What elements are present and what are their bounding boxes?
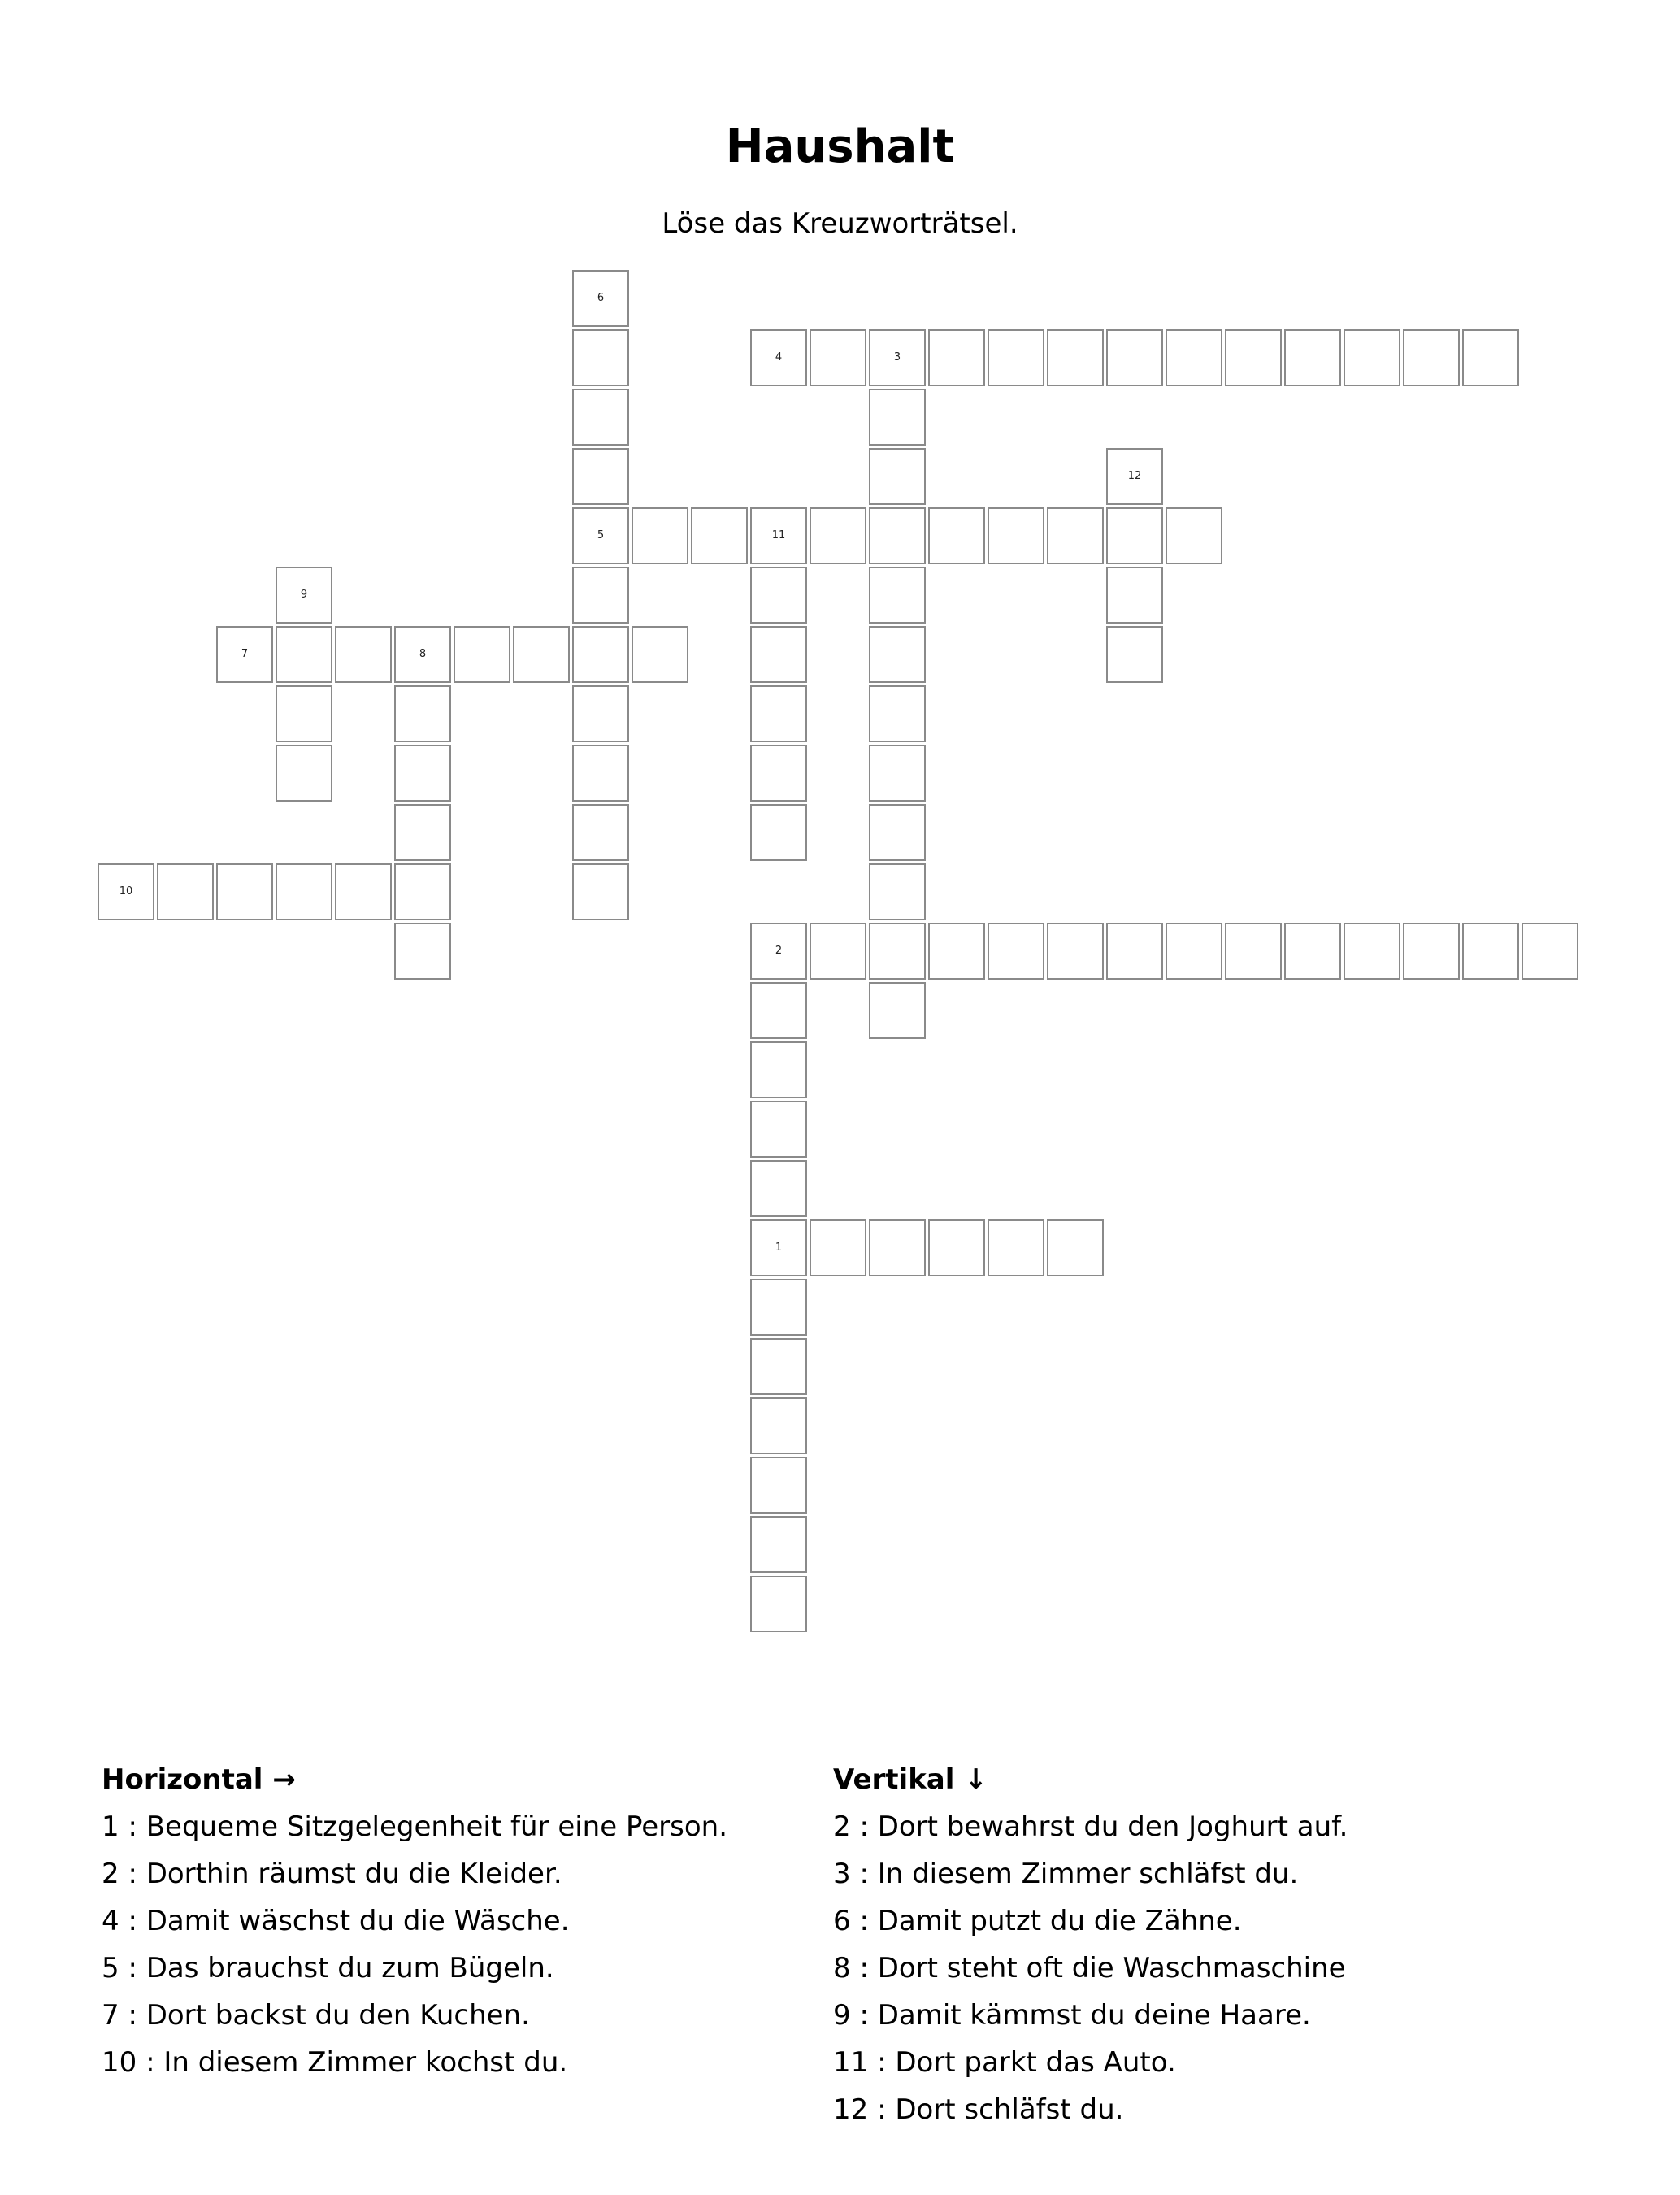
crossword-cell[interactable]	[810, 923, 866, 980]
clue-down: 12 : Dort schläfst du.	[833, 2093, 1124, 2126]
crossword-cell[interactable]	[750, 1101, 807, 1158]
clue-number: 4	[775, 351, 783, 363]
clue-number: 6	[597, 292, 605, 304]
clue-across: 5 : Das brauchst du zum Bügeln.	[102, 1952, 554, 1984]
clue-down: 11 : Dort parkt das Auto.	[833, 2046, 1176, 2079]
crossword-cell[interactable]	[869, 448, 926, 505]
clue-number: 3	[893, 351, 901, 363]
clue-across: 7 : Dort backst du den Kuchen.	[102, 1999, 530, 2032]
crossword-cell[interactable]	[98, 863, 154, 920]
crossword-cell[interactable]	[1106, 329, 1163, 386]
crossword-cell[interactable]	[869, 804, 926, 861]
crossword-cell[interactable]	[750, 567, 807, 624]
crossword-cell[interactable]	[157, 863, 214, 920]
crossword-cell[interactable]	[810, 329, 866, 386]
crossword-cell[interactable]	[1284, 329, 1341, 386]
crossword-cell[interactable]	[750, 1041, 807, 1098]
clue-across: 10 : In diesem Zimmer kochst du.	[102, 2046, 568, 2079]
crossword-cell[interactable]	[1106, 448, 1163, 505]
page-title: Haushalt	[725, 120, 955, 173]
crossword-cell[interactable]	[750, 745, 807, 802]
crossword-cell[interactable]	[572, 329, 629, 386]
crossword-cell[interactable]	[394, 923, 451, 980]
crossword-cell[interactable]	[454, 626, 510, 683]
crossword-cell[interactable]	[750, 685, 807, 742]
crossword-cell[interactable]	[750, 1279, 807, 1336]
crossword-cell[interactable]	[750, 804, 807, 861]
crossword-cell[interactable]	[1344, 329, 1400, 386]
crossword-cell[interactable]	[572, 804, 629, 861]
crossword-cell[interactable]	[750, 923, 807, 980]
crossword-cell[interactable]	[572, 567, 629, 624]
crossword-cell[interactable]	[1344, 923, 1400, 980]
crossword-cell[interactable]	[1106, 507, 1163, 564]
clue-down: 6 : Damit putzt du die Zähne.	[833, 1905, 1242, 1937]
crossword-cell[interactable]	[394, 863, 451, 920]
clue-down: 9 : Damit kämmst du deine Haare.	[833, 1999, 1311, 2032]
crossword-cell[interactable]	[869, 507, 926, 564]
instructions: Löse das Kreuzworträtsel.	[662, 207, 1018, 240]
crossword-cell[interactable]	[869, 863, 926, 920]
clue-down: 8 : Dort steht oft die Waschmaschine	[833, 1952, 1346, 1984]
crossword-cell[interactable]	[869, 626, 926, 683]
clues-down-heading: Vertikal ↓	[833, 1763, 988, 1796]
crossword-cell[interactable]	[869, 329, 926, 386]
crossword-cell[interactable]	[1522, 923, 1578, 980]
crossword-cell[interactable]	[1284, 923, 1341, 980]
crossword-cell[interactable]	[1225, 923, 1282, 980]
clue-number: 12	[1127, 470, 1142, 482]
clue-number: 10	[119, 885, 133, 898]
crossword-cell[interactable]	[394, 745, 451, 802]
crossword-cell[interactable]	[750, 1338, 807, 1395]
clues-across-heading: Horizontal →	[102, 1763, 296, 1796]
crossword-cell[interactable]	[276, 567, 332, 624]
crossword-cell[interactable]	[1462, 329, 1519, 386]
clue-across: 4 : Damit wäschst du die Wäsche.	[102, 1905, 570, 1937]
crossword-cell[interactable]	[394, 685, 451, 742]
crossword-cell[interactable]	[572, 270, 629, 327]
crossword-cell[interactable]	[988, 923, 1044, 980]
crossword-cell[interactable]	[572, 685, 629, 742]
crossword-cell[interactable]	[1166, 923, 1222, 980]
crossword-cell[interactable]	[869, 389, 926, 446]
crossword-cell[interactable]	[394, 804, 451, 861]
crossword-cell[interactable]	[988, 329, 1044, 386]
crossword-cell[interactable]	[572, 626, 629, 683]
crossword-cell[interactable]	[1106, 567, 1163, 624]
crossword-cell[interactable]	[691, 507, 748, 564]
clue-number: 1	[775, 1241, 783, 1254]
crossword-cell[interactable]	[928, 1219, 985, 1276]
clue-number: 2	[775, 945, 783, 957]
crossword-cell[interactable]	[513, 626, 570, 683]
crossword-cell[interactable]	[572, 745, 629, 802]
crossword-cell[interactable]	[1047, 923, 1104, 980]
crossword-cell[interactable]	[750, 1516, 807, 1573]
clue-number: 5	[597, 529, 605, 541]
clue-down: 2 : Dort bewahrst du den Joghurt auf.	[833, 1810, 1348, 1843]
crossword-cell[interactable]	[869, 567, 926, 624]
crossword-cell[interactable]	[632, 507, 688, 564]
crossword-cell[interactable]	[750, 1576, 807, 1632]
crossword-cell[interactable]	[750, 1397, 807, 1454]
crossword-cell[interactable]	[632, 626, 688, 683]
crossword-cell[interactable]	[750, 1219, 807, 1276]
crossword-cell[interactable]	[1047, 329, 1104, 386]
crossword-cell[interactable]	[1462, 923, 1519, 980]
crossword-cell[interactable]	[1047, 507, 1104, 564]
crossword-cell[interactable]	[928, 507, 985, 564]
crossword-cell[interactable]	[572, 448, 629, 505]
crossword-cell[interactable]	[572, 863, 629, 920]
crossword-cell[interactable]	[928, 923, 985, 980]
crossword-cell[interactable]	[1106, 923, 1163, 980]
clue-number: 7	[241, 648, 249, 660]
clue-number: 9	[300, 589, 308, 601]
crossword-cell[interactable]	[869, 685, 926, 742]
crossword-cell[interactable]	[1403, 329, 1460, 386]
crossword-cell[interactable]	[335, 863, 392, 920]
crossword-cell[interactable]	[869, 745, 926, 802]
crossword-cell[interactable]	[1106, 626, 1163, 683]
crossword-cell[interactable]	[869, 1219, 926, 1276]
clue-across: 2 : Dorthin räumst du die Kleider.	[102, 1858, 562, 1890]
crossword-cell[interactable]	[750, 507, 807, 564]
crossword-cell[interactable]	[335, 626, 392, 683]
clue-number: 11	[771, 529, 786, 541]
crossword-cell[interactable]	[1047, 1219, 1104, 1276]
crossword-cell[interactable]	[810, 1219, 866, 1276]
crossword-cell[interactable]	[276, 626, 332, 683]
crossword-cell[interactable]	[216, 863, 273, 920]
clue-across: 1 : Bequeme Sitzgelegenheit für eine Person.	[102, 1810, 728, 1843]
crossword-cell[interactable]	[988, 507, 1044, 564]
crossword-cell[interactable]	[1166, 507, 1222, 564]
crossword-cell[interactable]	[750, 626, 807, 683]
clues-down	[833, 1756, 1565, 2133]
crossword-cell[interactable]	[869, 923, 926, 980]
crossword-cell[interactable]	[750, 329, 807, 386]
crossword-cell[interactable]	[572, 389, 629, 446]
clue-number: 8	[419, 648, 427, 660]
clue-down: 3 : In diesem Zimmer schläfst du.	[833, 1858, 1299, 1890]
crossword-cell[interactable]	[216, 626, 273, 683]
crossword-cell[interactable]	[1166, 329, 1222, 386]
crossword-cell[interactable]	[750, 1457, 807, 1514]
crossword-cell[interactable]	[869, 982, 926, 1039]
crossword-cell[interactable]	[572, 507, 629, 564]
crossword-cell[interactable]	[750, 982, 807, 1039]
crossword-cell[interactable]	[810, 507, 866, 564]
crossword-cell[interactable]	[750, 1160, 807, 1217]
crossword-cell[interactable]	[276, 745, 332, 802]
crossword-cell[interactable]	[1403, 923, 1460, 980]
crossword-cell[interactable]	[928, 329, 985, 386]
crossword-cell[interactable]	[276, 863, 332, 920]
clues-across	[102, 1756, 801, 2086]
crossword-cell[interactable]	[276, 685, 332, 742]
crossword-cell[interactable]	[1225, 329, 1282, 386]
crossword-cell[interactable]	[394, 626, 451, 683]
crossword-cell[interactable]	[988, 1219, 1044, 1276]
